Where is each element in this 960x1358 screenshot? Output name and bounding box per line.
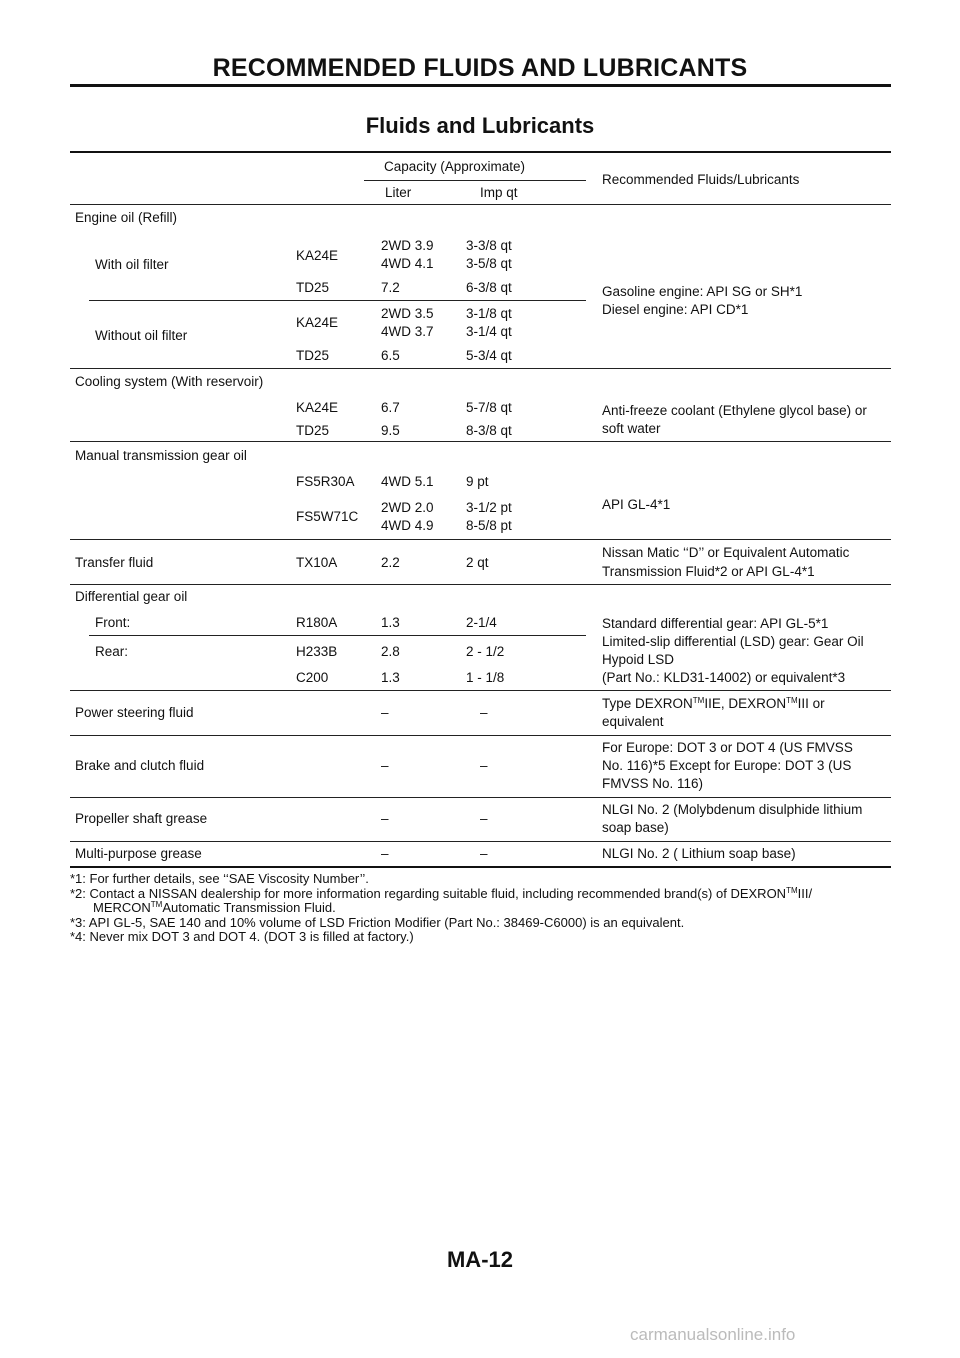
manual-trans-liter: 2WD 2.0	[381, 500, 434, 515]
footnote: *4: Never mix DOT 3 and DOT 4. (DOT 3 is filled at factory.)	[70, 929, 414, 944]
engine-liter: 4WD 4.1	[381, 256, 434, 271]
cooling-label: Cooling system (With reservoir)	[75, 374, 264, 389]
engine-model: TD25	[296, 280, 330, 295]
cooling-model: TD25	[296, 423, 330, 438]
header-recommended: Recommended Fluids/Lubricants	[602, 172, 800, 187]
manual-trans-model: FS5R30A	[296, 474, 355, 489]
brake-liter: –	[381, 758, 389, 773]
power-steering-impqt: –	[480, 705, 488, 720]
footnotes	[70, 872, 900, 945]
engine-liter: 7.2	[381, 280, 400, 295]
power-steering-fluid: equivalent	[602, 714, 664, 729]
engine-liter: 2WD 3.9	[381, 238, 434, 253]
brake-label: Brake and clutch fluid	[75, 758, 205, 773]
cooling-impqt: 8-3/8 qt	[466, 423, 512, 438]
cooling-impqt: 5-7/8 qt	[466, 400, 512, 415]
manual-trans-model: FS5W71C	[296, 509, 359, 524]
manual-trans-impqt: 3-1/2 pt	[466, 500, 512, 515]
engine-oil-label: Engine oil (Refill)	[75, 210, 178, 225]
multipurpose-label: Multi-purpose grease	[75, 846, 202, 861]
differential-model: C200	[296, 670, 329, 685]
brake-impqt: –	[480, 758, 488, 773]
propeller-impqt: –	[480, 811, 488, 826]
cooling-fluid: soft water	[602, 421, 661, 436]
engine-oil-fluid: Gasoline engine: API SG or SH*1	[602, 284, 803, 299]
propeller-label: Propeller shaft grease	[75, 811, 208, 826]
cooling-model: KA24E	[296, 400, 339, 415]
engine-model: TD25	[296, 348, 330, 363]
engine-liter: 2WD 3.5	[381, 306, 434, 321]
multipurpose-impqt: –	[480, 846, 488, 861]
table-top-rule	[70, 151, 891, 153]
engine-impqt: 6-3/8 qt	[466, 280, 512, 295]
differential-liter: 2.8	[381, 644, 400, 659]
engine-liter: 4WD 3.7	[381, 324, 434, 339]
row-rule-transfer	[70, 584, 891, 585]
engine-impqt: 3-1/8 qt	[466, 306, 512, 321]
differential-rear-label: Rear:	[95, 644, 129, 659]
brake-fluid: No. 116)*5 Except for Europe: DOT 3 (US	[602, 758, 852, 773]
section-header: RECOMMENDED FLUIDS AND LUBRICANTS	[212, 54, 748, 82]
capacity-header-rule	[364, 180, 586, 181]
engine-model: KA24E	[296, 248, 339, 263]
differential-liter: 1.3	[381, 670, 400, 685]
engine-oil-sub-rule	[89, 300, 586, 301]
differential-fluid: (Part No.: KLD31-14002) or equivalent*3	[602, 670, 846, 685]
differential-impqt: 1 - 1/8	[466, 670, 505, 685]
differential-model: H233B	[296, 644, 338, 659]
differential-fluid: Standard differential gear: API GL-5*1	[602, 616, 829, 631]
header-rule	[70, 84, 891, 87]
transfer-model: TX10A	[296, 555, 338, 570]
row-rule-differential	[70, 690, 891, 691]
differential-fluid: Limited-slip differential (LSD) gear: Gear Oil	[602, 634, 864, 649]
manual-trans-impqt: 9 pt	[466, 474, 489, 489]
differential-fluid: Hypoid LSD	[602, 652, 675, 667]
multipurpose-fluid: NLGI No. 2 ( Lithium soap base)	[602, 846, 796, 861]
manual-trans-liter: 4WD 4.9	[381, 518, 434, 533]
manual-trans-fluid: API GL-4*1	[602, 497, 671, 512]
engine-oil-fluid: Diesel engine: API CD*1	[602, 302, 749, 317]
engine-liter: 6.5	[381, 348, 400, 363]
differential-liter: 1.3	[381, 615, 400, 630]
power-steering-fluid: Type DEXRON™IIE, DEXRON™III or	[602, 696, 825, 711]
watermark: carmanualsonline.info	[630, 1325, 796, 1344]
cooling-liter: 6.7	[381, 400, 400, 415]
header-capacity: Capacity (Approximate)	[384, 159, 526, 174]
manual-trans-label: Manual transmission gear oil	[75, 448, 247, 463]
page-number: MA-12	[446, 1247, 513, 1272]
differential-model: R180A	[296, 615, 338, 630]
brake-fluid: For Europe: DOT 3 or DOT 4 (US FMVSS	[602, 740, 853, 755]
row-rule-power-steering	[70, 735, 891, 736]
brake-fluid: FMVSS No. 116)	[602, 776, 704, 791]
propeller-fluid: NLGI No. 2 (Molybdenum disulphide lithium	[602, 802, 863, 817]
footnote: *3: API GL-5, SAE 140 and 10% volume of LSD Friction Modifier (Part No.: 38469-C6000) is an equivalent.	[70, 914, 685, 930]
differential-front-label: Front:	[95, 615, 131, 630]
power-steering-label: Power steering fluid	[75, 705, 194, 720]
transfer-label: Transfer fluid	[75, 555, 154, 570]
cooling-liter: 9.5	[381, 423, 400, 438]
engine-impqt: 3-3/8 qt	[466, 238, 512, 253]
row-rule-cooling	[70, 441, 891, 442]
footnote: *2: Contact a NISSAN dealership for more information regarding suitable fluid, including recommended brand(s) of DEXRON™III/	[70, 885, 813, 901]
cooling-fluid: Anti-freeze coolant (Ethylene glycol base) or	[602, 403, 867, 418]
differential-label: Differential gear oil	[75, 589, 188, 604]
differential-impqt: 2 - 1/2	[466, 644, 505, 659]
row-rule-brake	[70, 797, 891, 798]
row-rule-engine	[70, 368, 891, 369]
engine-impqt: 3-1/4 qt	[466, 324, 512, 339]
multipurpose-liter: –	[381, 846, 389, 861]
engine-impqt: 3-5/8 qt	[466, 256, 512, 271]
power-steering-liter: –	[381, 705, 389, 720]
with-oil-filter-label: With oil filter	[95, 257, 169, 272]
engine-model: KA24E	[296, 315, 339, 330]
propeller-fluid: soap base)	[602, 820, 669, 835]
differential-sub-rule	[89, 635, 586, 636]
row-rule-manual	[70, 539, 891, 540]
page-title: Fluids and Lubricants	[365, 113, 595, 138]
engine-impqt: 5-3/4 qt	[466, 348, 512, 363]
header-liter: Liter	[385, 185, 412, 200]
transfer-fluid: Transmission Fluid*2 or API GL-4*1	[602, 564, 815, 579]
table-bottom-rule	[70, 866, 891, 868]
header-bottom-rule	[70, 204, 891, 205]
transfer-fluid: Nissan Matic ‘‘D’’ or Equivalent Automatic	[602, 545, 850, 560]
footnote: *1: For further details, see ‘‘SAE Viscosity Number’’.	[70, 871, 369, 886]
propeller-liter: –	[381, 811, 389, 826]
manual-trans-liter: 4WD 5.1	[381, 474, 434, 489]
header-impqt: Imp qt	[480, 185, 518, 200]
transfer-impqt: 2 qt	[466, 555, 489, 570]
manual-trans-impqt: 8-5/8 pt	[466, 518, 512, 533]
differential-impqt: 2-1/4	[466, 615, 497, 630]
footnote: MERCON™Automatic Transmission Fluid.	[93, 900, 336, 915]
without-oil-filter-label: Without oil filter	[95, 328, 188, 343]
transfer-liter: 2.2	[381, 555, 400, 570]
row-rule-propeller	[70, 841, 891, 842]
